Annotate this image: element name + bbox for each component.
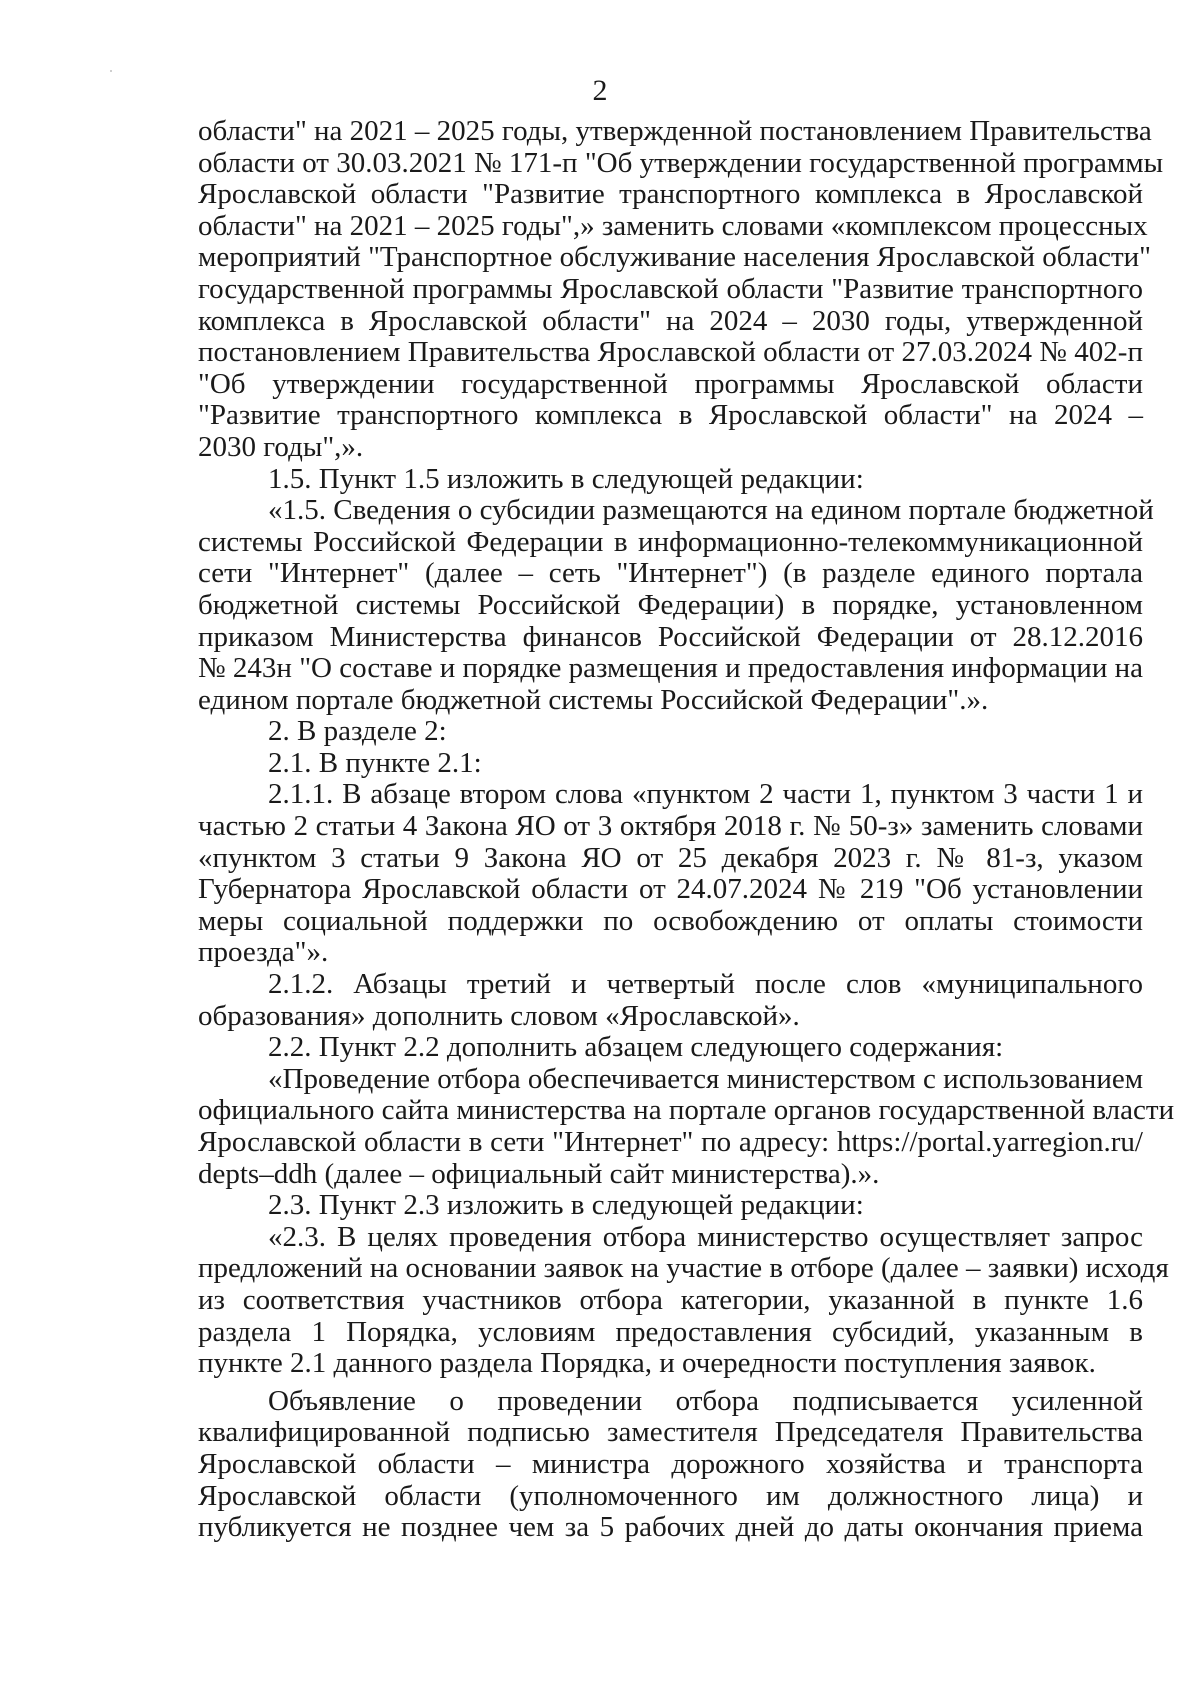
text-line: частью 2 статьи 4 Закона ЯО от 3 октября 2018 г. № 50-з» заменить словами — [198, 810, 1143, 843]
text-line: постановлением Правительства Ярославской области от 27.03.2024 № 402-п — [198, 336, 1143, 369]
text-line: 2030 годы",». — [198, 430, 364, 463]
paragraph-first-line: 2. В разделе 2: — [268, 715, 447, 748]
text-line: Ярославской области в сети "Интернет" по адресу: https://portal.yarregion.ru/ — [198, 1126, 1143, 1158]
text-line: "Об утверждении государственной программы Ярославской области — [198, 367, 1143, 400]
text-line: "Развитие транспортного комплекса в Ярославской области" на 2024 – — [198, 399, 1143, 432]
text-line: раздела 1 Порядка, условиям предоставления субсидий, указанным в — [198, 1315, 1143, 1348]
text-line: Ярославской области – министра дорожного хозяйства и транспорта — [198, 1447, 1143, 1480]
text-line: бюджетной системы Российской Федерации) в порядке, установленном — [198, 588, 1143, 621]
paragraph-first-line: 2.3. Пункт 2.3 изложить в следующей редакции: — [268, 1189, 864, 1222]
text-line: depts–ddh (далее – официальный сайт министерства).». — [198, 1157, 880, 1190]
text-line: государственной программы Ярославской области "Развитие транспортного — [198, 272, 1143, 305]
text-line: едином портале бюджетной системы Российской Федерации".». — [198, 683, 989, 716]
text-line: публикуется не позднее чем за 5 рабочих дней до даты окончания приема — [198, 1511, 1143, 1544]
text-line: области" на 2021 – 2025 годы, утвержденной постановлением Правительства — [198, 115, 1152, 147]
text-line: образования» дополнить словом «Ярославской». — [198, 999, 800, 1032]
text-line: № 243н "О составе и порядке размещения и предоставления информации на — [198, 652, 1143, 685]
text-line: официального сайта министерства на портале органов государственной власти — [198, 1094, 1175, 1127]
paragraph-first-line: 2.2. Пункт 2.2 дополнить абзацем следующего содержания: — [268, 1031, 1004, 1064]
text-line: пункте 2.1 данного раздела Порядка, и очередности поступления заявок. — [198, 1347, 1096, 1380]
paragraph-first-line: Объявление о проведении отбора подписывается усиленной — [268, 1384, 1143, 1417]
document-body — [198, 115, 1175, 1544]
text-line: Ярославской области "Развитие транспортного комплекса в Ярославской — [198, 178, 1143, 211]
text-line: из соответствия участников отбора категории, указанной в пункте 1.6 — [198, 1283, 1143, 1316]
paragraph-first-line: 1.5. Пункт 1.5 изложить в следующей редакции: — [268, 462, 864, 495]
paragraph-first-line: «Проведение отбора обеспечивается министерством с использованием — [268, 1062, 1144, 1095]
paragraph-first-line: 2.1.1. В абзаце втором слова «пунктом 2 части 1, пунктом 3 части 1 и — [268, 778, 1143, 811]
text-line: проезда"». — [198, 936, 329, 969]
text-line: области от 30.03.2021 № 171-п "Об утверждении государственной программы — [198, 146, 1164, 179]
paragraph-first-line: 2.1. В пункте 2.1: — [268, 746, 482, 779]
text-line: сети "Интернет" (далее – сеть "Интернет") (в разделе единого портала — [198, 557, 1143, 590]
text-line: комплекса в Ярославской области" на 2024 – 2030 годы, утвержденной — [198, 304, 1143, 337]
text-line: Губернатора Ярославской области от 24.07.2024 № 219 "Об установлении — [198, 873, 1143, 906]
text-line: приказом Министерства финансов Российской Федерации от 28.12.2016 — [198, 620, 1143, 653]
page-number: 2 — [592, 74, 608, 107]
paragraph-first-line: «2.3. В целях проведения отбора министерство осуществляет запрос — [268, 1220, 1143, 1253]
text-line: мероприятий "Транспортное обслуживание населения Ярославской области" — [198, 241, 1151, 274]
text-line: области" на 2021 – 2025 годы",» заменить словами «комплексом процессных — [198, 209, 1148, 242]
text-line: меры социальной поддержки по освобождению от оплаты стоимости — [198, 904, 1143, 937]
text-line: «пунктом 3 статьи 9 Закона ЯО от 25 декабря 2023 г. № 81-з, указом — [198, 841, 1143, 874]
text-line: Ярославской области (уполномоченного им должностного лица) и — [198, 1479, 1143, 1512]
paragraph-first-line: 2.1.2. Абзацы третий и четвертый после слов «муниципального — [268, 968, 1143, 1001]
paragraph-first-line: «1.5. Сведения о субсидии размещаются на едином портале бюджетной — [268, 494, 1154, 527]
text-line: квалифицированной подписью заместителя Председателя Правительства — [198, 1416, 1143, 1449]
text-line: предложений на основании заявок на участие в отборе (далее – заявки) исходя — [198, 1252, 1169, 1285]
text-line: системы Российской Федерации в информационно-телекоммуникационной — [198, 525, 1143, 558]
scan-speck — [110, 70, 112, 72]
